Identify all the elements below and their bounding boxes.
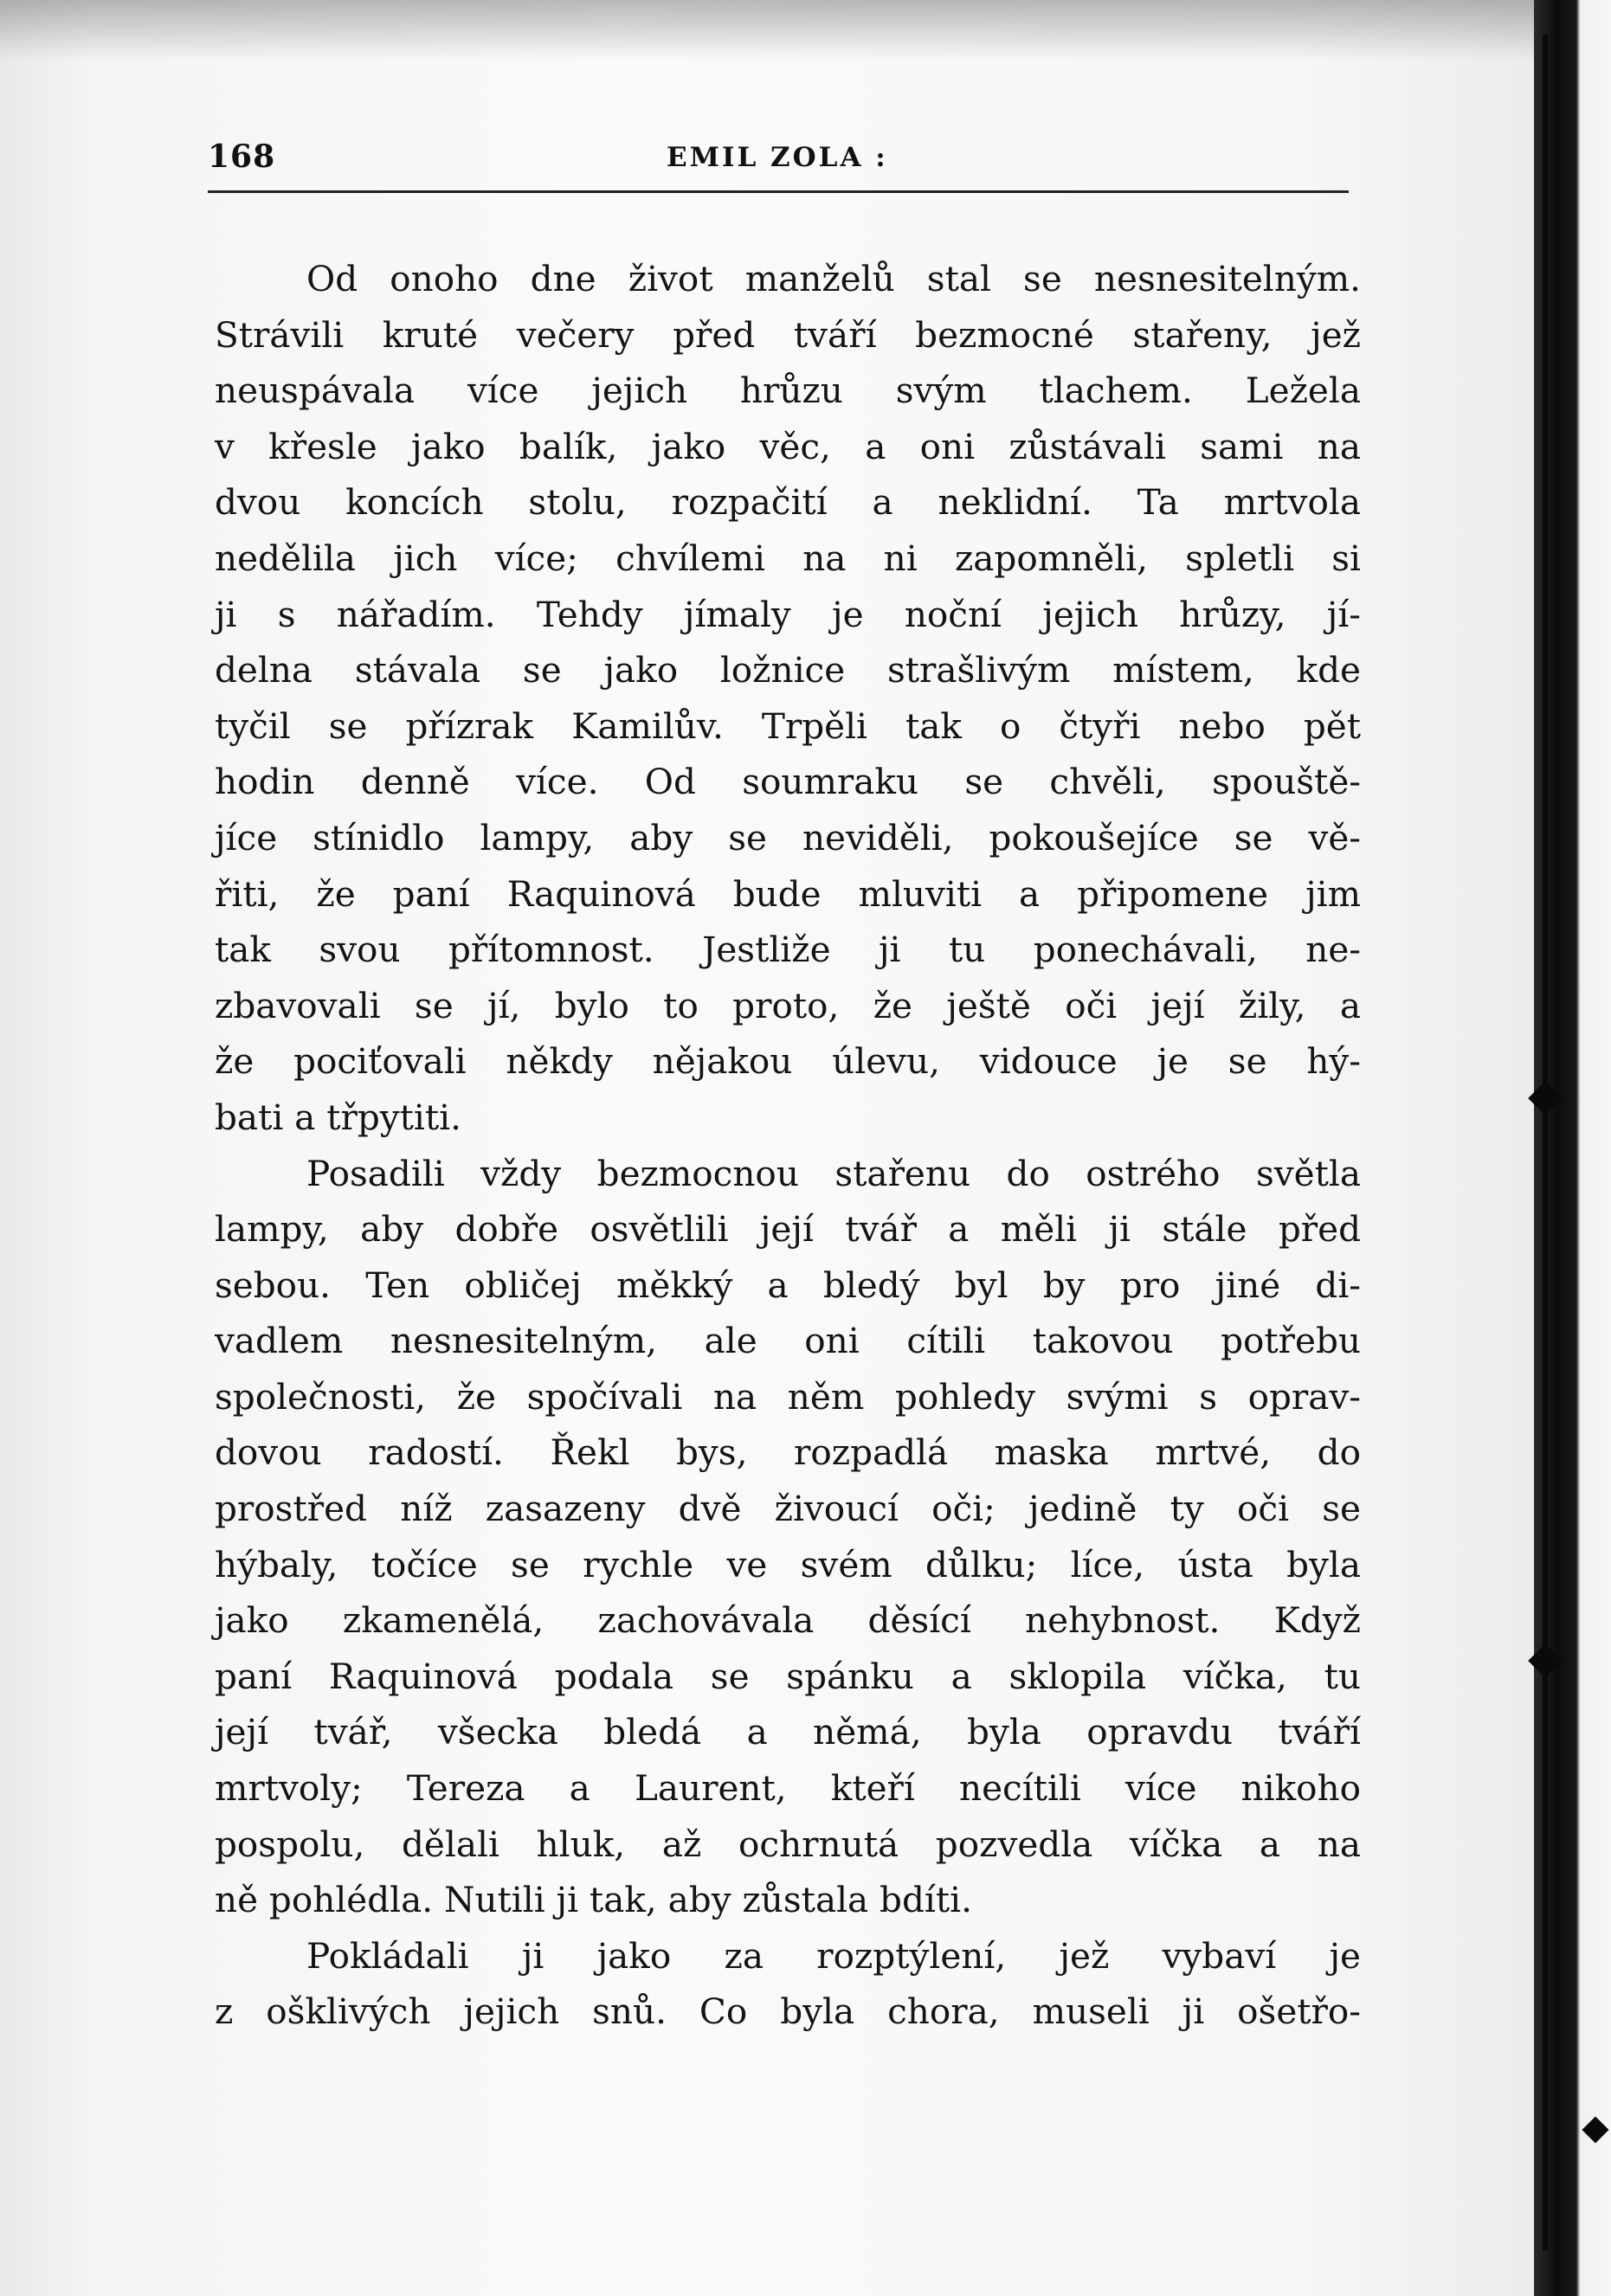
text-line: sebou. Ten obličej měkký a bledý byl by pro jiné di- <box>215 1264 1361 1306</box>
text-line: paní Raquinová podala se spánku a sklopila víčka, tu <box>215 1655 1361 1697</box>
text-line: dvou koncích stolu, rozpačití a neklidní. Ta mrtvola <box>215 481 1361 524</box>
text-line: Posadili vždy bezmocnou stařenu do ostrého světla <box>306 1152 1361 1194</box>
header-rule <box>208 190 1349 193</box>
text-line: prostřed níž zasazeny dvě živoucí oči; jedině ty oči se <box>215 1488 1361 1530</box>
text-line: mrtvoly; Tereza a Laurent, kteří necítili více nikoho <box>215 1767 1361 1810</box>
text-line: tyčil se přízrak Kamilův. Trpěli tak o čtyři nebo pět <box>215 704 1361 747</box>
text-line: že pociťovali někdy nějakou úlevu, vidouce je se hý- <box>215 1040 1361 1083</box>
text-line: nedělila jich více; chvílemi na ni zapomněli, spletli si <box>215 537 1361 579</box>
text-line: lampy, aby dobře osvětlili její tvář a měli ji stále před <box>215 1208 1361 1251</box>
binding-thread <box>1543 35 1548 2250</box>
text-line: hýbaly, točíce se rychle ve svém důlku; líce, ústa byla <box>215 1543 1361 1585</box>
text-line: ji s nářadím. Tehdy jímaly je noční jejich hrůzy, jí- <box>215 593 1361 635</box>
text-line: delna stávala se jako ložnice strašlivým místem, kde <box>215 649 1361 691</box>
text-line: její tvář, všecka bledá a němá, byla opravdu tváří <box>215 1711 1361 1753</box>
text-line: pospolu, dělali hluk, až ochrnutá pozvedla víčka a na <box>215 1823 1361 1865</box>
text-line: dovou radostí. Řekl bys, rozpadlá maska mrtvé, do <box>215 1431 1361 1474</box>
text-line: bati a třpytiti. <box>215 1096 461 1138</box>
page-header <box>208 138 1349 190</box>
text-line: zbavovali se jí, bylo to proto, že ještě oči její žily, a <box>215 984 1361 1026</box>
text-line: Strávili kruté večery před tváří bezmocné stařeny, jež <box>215 313 1361 356</box>
text-line: vadlem nesnesitelným, ale oni cítili takovou potřebu <box>215 1320 1361 1362</box>
text-line: řiti, že paní Raquinová bude mluviti a připomene jim <box>215 872 1361 915</box>
text-line: jíce stínidlo lampy, aby se neviděli, pokoušejíce se vě- <box>215 816 1361 859</box>
text-line: tak svou přítomnost. Jestliže ji tu ponechávali, ne- <box>215 929 1361 971</box>
page-number: 168 <box>208 138 276 175</box>
text-line: společnosti, že spočívali na něm pohledy svými s oprav- <box>215 1375 1361 1418</box>
text-line: Od onoho dne život manželů stal se nesnesitelným. <box>306 258 1361 299</box>
text-line: z ošklivých jejich snů. Co byla chora, museli ji ošetřo- <box>215 1991 1361 2033</box>
text-line: hodin denně více. Od soumraku se chvěli, spouště- <box>215 761 1361 803</box>
body-text <box>215 251 1361 2040</box>
running-head: EMIL ZOLA : <box>667 142 888 173</box>
text-line: ně pohlédla. Nutili ji tak, aby zůstala bdíti. <box>215 1879 972 1921</box>
text-line: v křesle jako balík, jako věc, a oni zůstávali sami na <box>215 425 1361 467</box>
text-line: Pokládali ji jako za rozptýlení, jež vybaví je <box>306 1934 1361 1977</box>
text-line: neuspávala více jejich hrůzu svým tlachem. Ležela <box>215 370 1361 412</box>
text-line: jako zkamenělá, zachovávala děsící nehybnost. Když <box>215 1599 1361 1642</box>
